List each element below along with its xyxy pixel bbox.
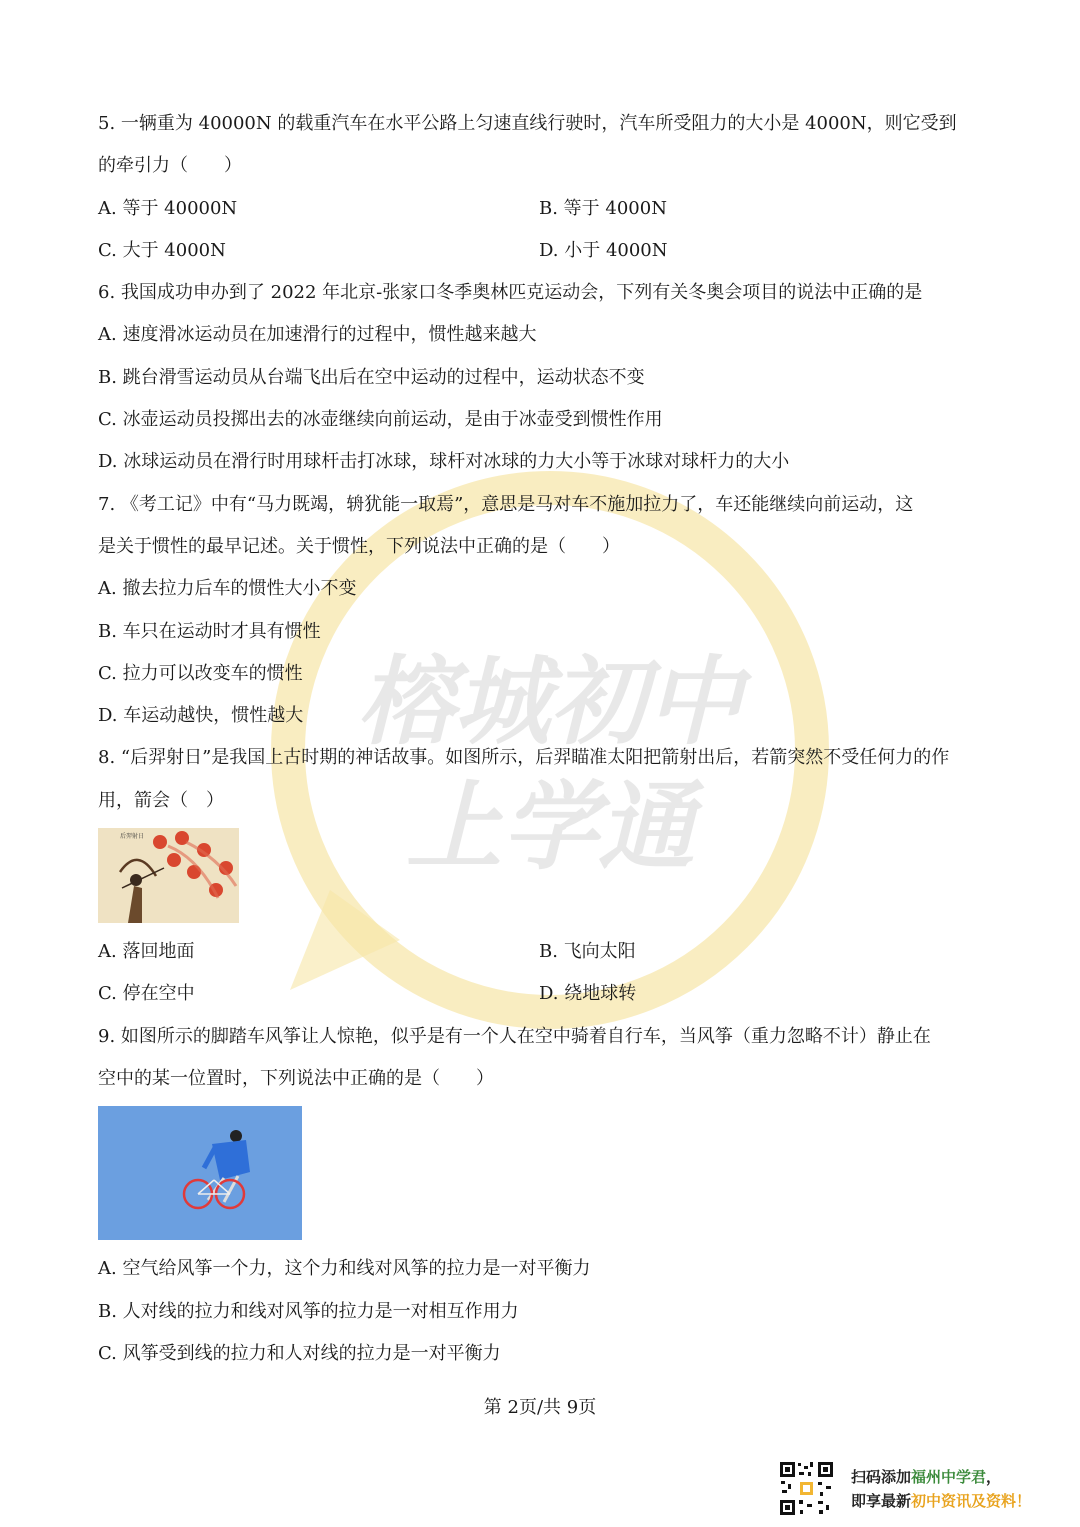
option-c: C. 停在空中 (98, 983, 195, 1005)
option-c: C. 冰壶运动员投掷出去的冰壶继续向前运动，是由于冰壶受到惯性作用 (98, 409, 663, 431)
options-row (98, 188, 988, 230)
option-c: C. 拉力可以改变车的惯性 (98, 662, 303, 684)
option-a: A. 等于 40000N (98, 197, 238, 219)
options-row (98, 931, 988, 973)
question-stem-line: 8. “后羿射日”是我国上古时期的神话故事。如图所示，后羿瞄准太阳把箭射出后，若箭突然不受任何力的作 (98, 747, 950, 769)
option-b: B. 飞向太阳 (539, 941, 636, 963)
option-d: D. 小于 4000N (539, 239, 668, 261)
kite-illustration (98, 1106, 988, 1240)
page-number: 第 2页/共 9页 (483, 1397, 597, 1418)
archer-image (98, 828, 239, 923)
promo-highlight: 初中资讯及资料！ (911, 1491, 1032, 1510)
question-stem-line: 6. 我国成功申办到了 2022 年北京-张家口冬季奥林匹克运动会，下列有关冬奥会项目的说法中正确的是 (98, 282, 923, 304)
question-content (98, 103, 988, 1375)
question-5 (98, 103, 988, 272)
option-d: D. 冰球运动员在滑行时用球杆击打冰球，球杆对冰球的力大小等于冰球对球杆力的大小 (98, 451, 790, 473)
promo-line-1: 扫码添加福州中学君， (851, 1467, 1002, 1486)
qr-code-icon[interactable] (778, 1460, 835, 1517)
bicycle-kite-image (98, 1106, 302, 1240)
option-a: A. 速度滑冰运动员在加速滑行的过程中，惯性越来越大 (98, 324, 537, 346)
question-stem-line: 是关于惯性的最早记述。关于惯性，下列说法中正确的是（ ） (98, 535, 620, 557)
option-a: A. 空气给风筝一个力，这个力和线对风筝的拉力是一对平衡力 (98, 1258, 591, 1280)
option-c: C. 风筝受到线的拉力和人对线的拉力是一对平衡力 (98, 1342, 501, 1364)
option-a: A. 撤去拉力后车的惯性大小不变 (98, 578, 357, 600)
option-b: B. 等于 4000N (539, 197, 667, 219)
promo-area (778, 1460, 1031, 1517)
option-b: B. 车只在运动时才具有惯性 (98, 620, 321, 642)
question-7 (98, 484, 988, 738)
watermark-line2: 上学通 (406, 771, 694, 883)
question-stem-line: 9. 如图所示的脚踏车风筝让人惊艳，似乎是有一个人在空中骑着自行车，当风筝（重力忽略不计）静止在 (98, 1025, 931, 1047)
question-6 (98, 272, 988, 483)
options-row (98, 230, 988, 272)
option-b: B. 人对线的拉力和线对风筝的拉力是一对相互作用力 (98, 1300, 519, 1322)
question-stem-line: 用，箭会（ ） (98, 789, 224, 811)
option-d: D. 绕地球转 (539, 983, 637, 1005)
promo-line-2: 即享最新初中资讯及资料！ (851, 1491, 1032, 1510)
archer-illustration (98, 828, 988, 923)
question-9 (98, 1016, 988, 1375)
watermark-line1: 榕城初中 (358, 646, 742, 758)
question-stem-line: 5. 一辆重为 40000N 的载重汽车在水平公路上匀速直线行驶时，汽车所受阻力的大小是 4000N，则它受到 (98, 113, 957, 134)
question-stem-line: 空中的某一位置时，下列说法中正确的是（ ） (98, 1067, 494, 1089)
question-8 (98, 737, 988, 1015)
archer-image-caption: 后羿射日 (120, 833, 145, 841)
promo-text (851, 1465, 1031, 1513)
option-c: C. 大于 4000N (98, 239, 226, 261)
option-d: D. 车运动越快，惯性越大 (98, 705, 304, 727)
option-a: A. 落回地面 (98, 941, 195, 963)
question-stem-line: 7. 《考工记》中有“马力既竭，辀犹能一取焉”，意思是马对车不施加拉力了，车还能继续向前运动，这 (98, 493, 914, 515)
question-stem-line: 的牵引力（ ） (98, 155, 242, 177)
option-b: B. 跳台滑雪运动员从台端飞出后在空中运动的过程中，运动状态不变 (98, 366, 645, 388)
promo-account-name: 福州中学君 (911, 1467, 987, 1486)
options-row (98, 973, 988, 1015)
